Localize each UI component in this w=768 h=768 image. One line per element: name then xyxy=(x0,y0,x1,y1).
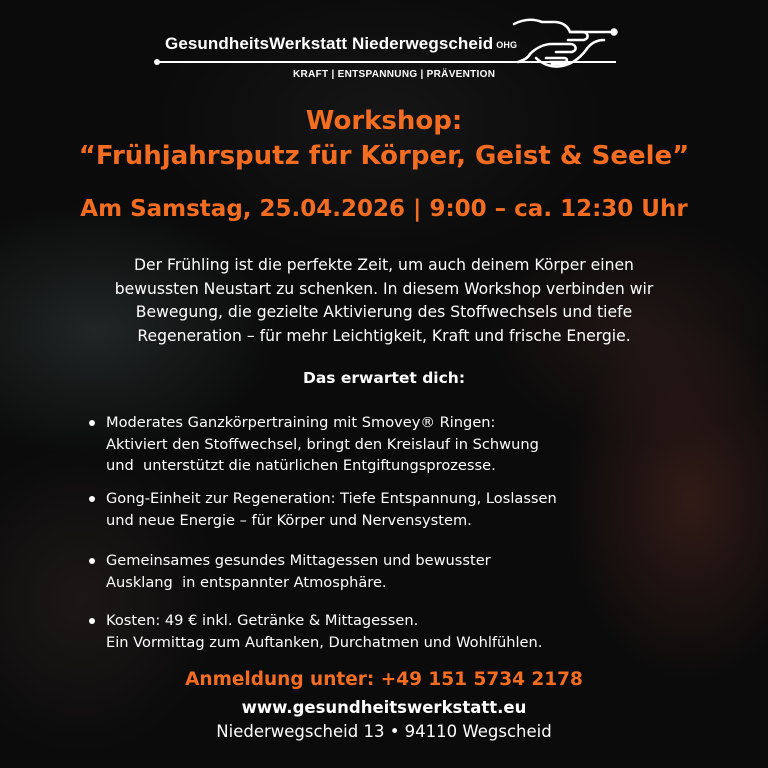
list-item xyxy=(86,488,557,531)
brand-suffix: OHG xyxy=(496,40,518,50)
list-item-line: Aktiviert den Stoffwechsel, bringt den Kreislauf in Schwung xyxy=(106,435,539,453)
workshop-title: “Frühjahrsputz für Körper, Geist & Seele” xyxy=(78,141,690,171)
workshop-title-label: Workshop: xyxy=(305,106,463,136)
list-item xyxy=(86,550,491,593)
brand-name xyxy=(165,34,517,54)
list-item-line: Gong-Einheit zur Regeneration: Tiefe Entspannung, Loslassen xyxy=(106,490,557,507)
brand-name-text: GesundheitsWerkstatt Niederwegscheid xyxy=(165,34,494,53)
offer-heading: Das erwartet dich: xyxy=(302,369,466,387)
bullet-icon xyxy=(89,420,95,426)
list-item-line: Gemeinsames gesundes Mittagessen und bewusster xyxy=(106,552,491,569)
header xyxy=(0,0,768,90)
list-item-line: Moderates Ganzkörpertraining mit Smovey® Ringen: xyxy=(106,414,496,431)
intro-line: Der Frühling ist die perfekte Zeit, um auch deinem Körper einen xyxy=(134,256,634,274)
bullet-icon xyxy=(89,496,95,502)
handshake-icon xyxy=(510,14,618,78)
list-item xyxy=(86,610,542,653)
address: Niederwegscheid 13 • 94110 Wegscheid xyxy=(216,722,552,741)
list-item-line: und unterstützt die natürlichen Entgiftungsprozesse. xyxy=(106,457,496,474)
intro-line: bewussten Neustart zu schenken. In diesem Workshop verbinden wir xyxy=(114,279,654,298)
intro-line: Regeneration – für mehr Leichtigkeit, Kraft und frische Energie. xyxy=(137,326,631,345)
website-link[interactable]: www.gesundheitswerkstatt.eu xyxy=(241,698,527,717)
bullet-icon xyxy=(89,558,95,564)
list-item xyxy=(86,412,539,477)
list-item-line: Ein Vormittag zum Auftanken, Durchatmen und Wohlfühlen. xyxy=(106,633,543,651)
tagline: KRAFT | ENTSPANNUNG | PRÄVENTION xyxy=(293,69,496,80)
list-item-line: Kosten: 49 € inkl. Getränke & Mittagessen. xyxy=(106,612,419,629)
bullet-icon xyxy=(89,618,95,624)
list-item-line: Ausklang in entspannter Atmosphäre. xyxy=(106,573,387,591)
intro-paragraph xyxy=(60,254,708,348)
workshop-date: Am Samstag, 25.04.2026 | 9:00 – ca. 12:30 Uhr xyxy=(80,196,688,222)
registration-phone: Anmeldung unter: +49 151 5734 2178 xyxy=(185,669,583,690)
list-item-line: und neue Energie – für Körper und Nervensystem. xyxy=(106,511,472,529)
intro-line: Bewegung, die gezielte Aktivierung des Stoffwechsels und tiefe xyxy=(135,303,633,321)
